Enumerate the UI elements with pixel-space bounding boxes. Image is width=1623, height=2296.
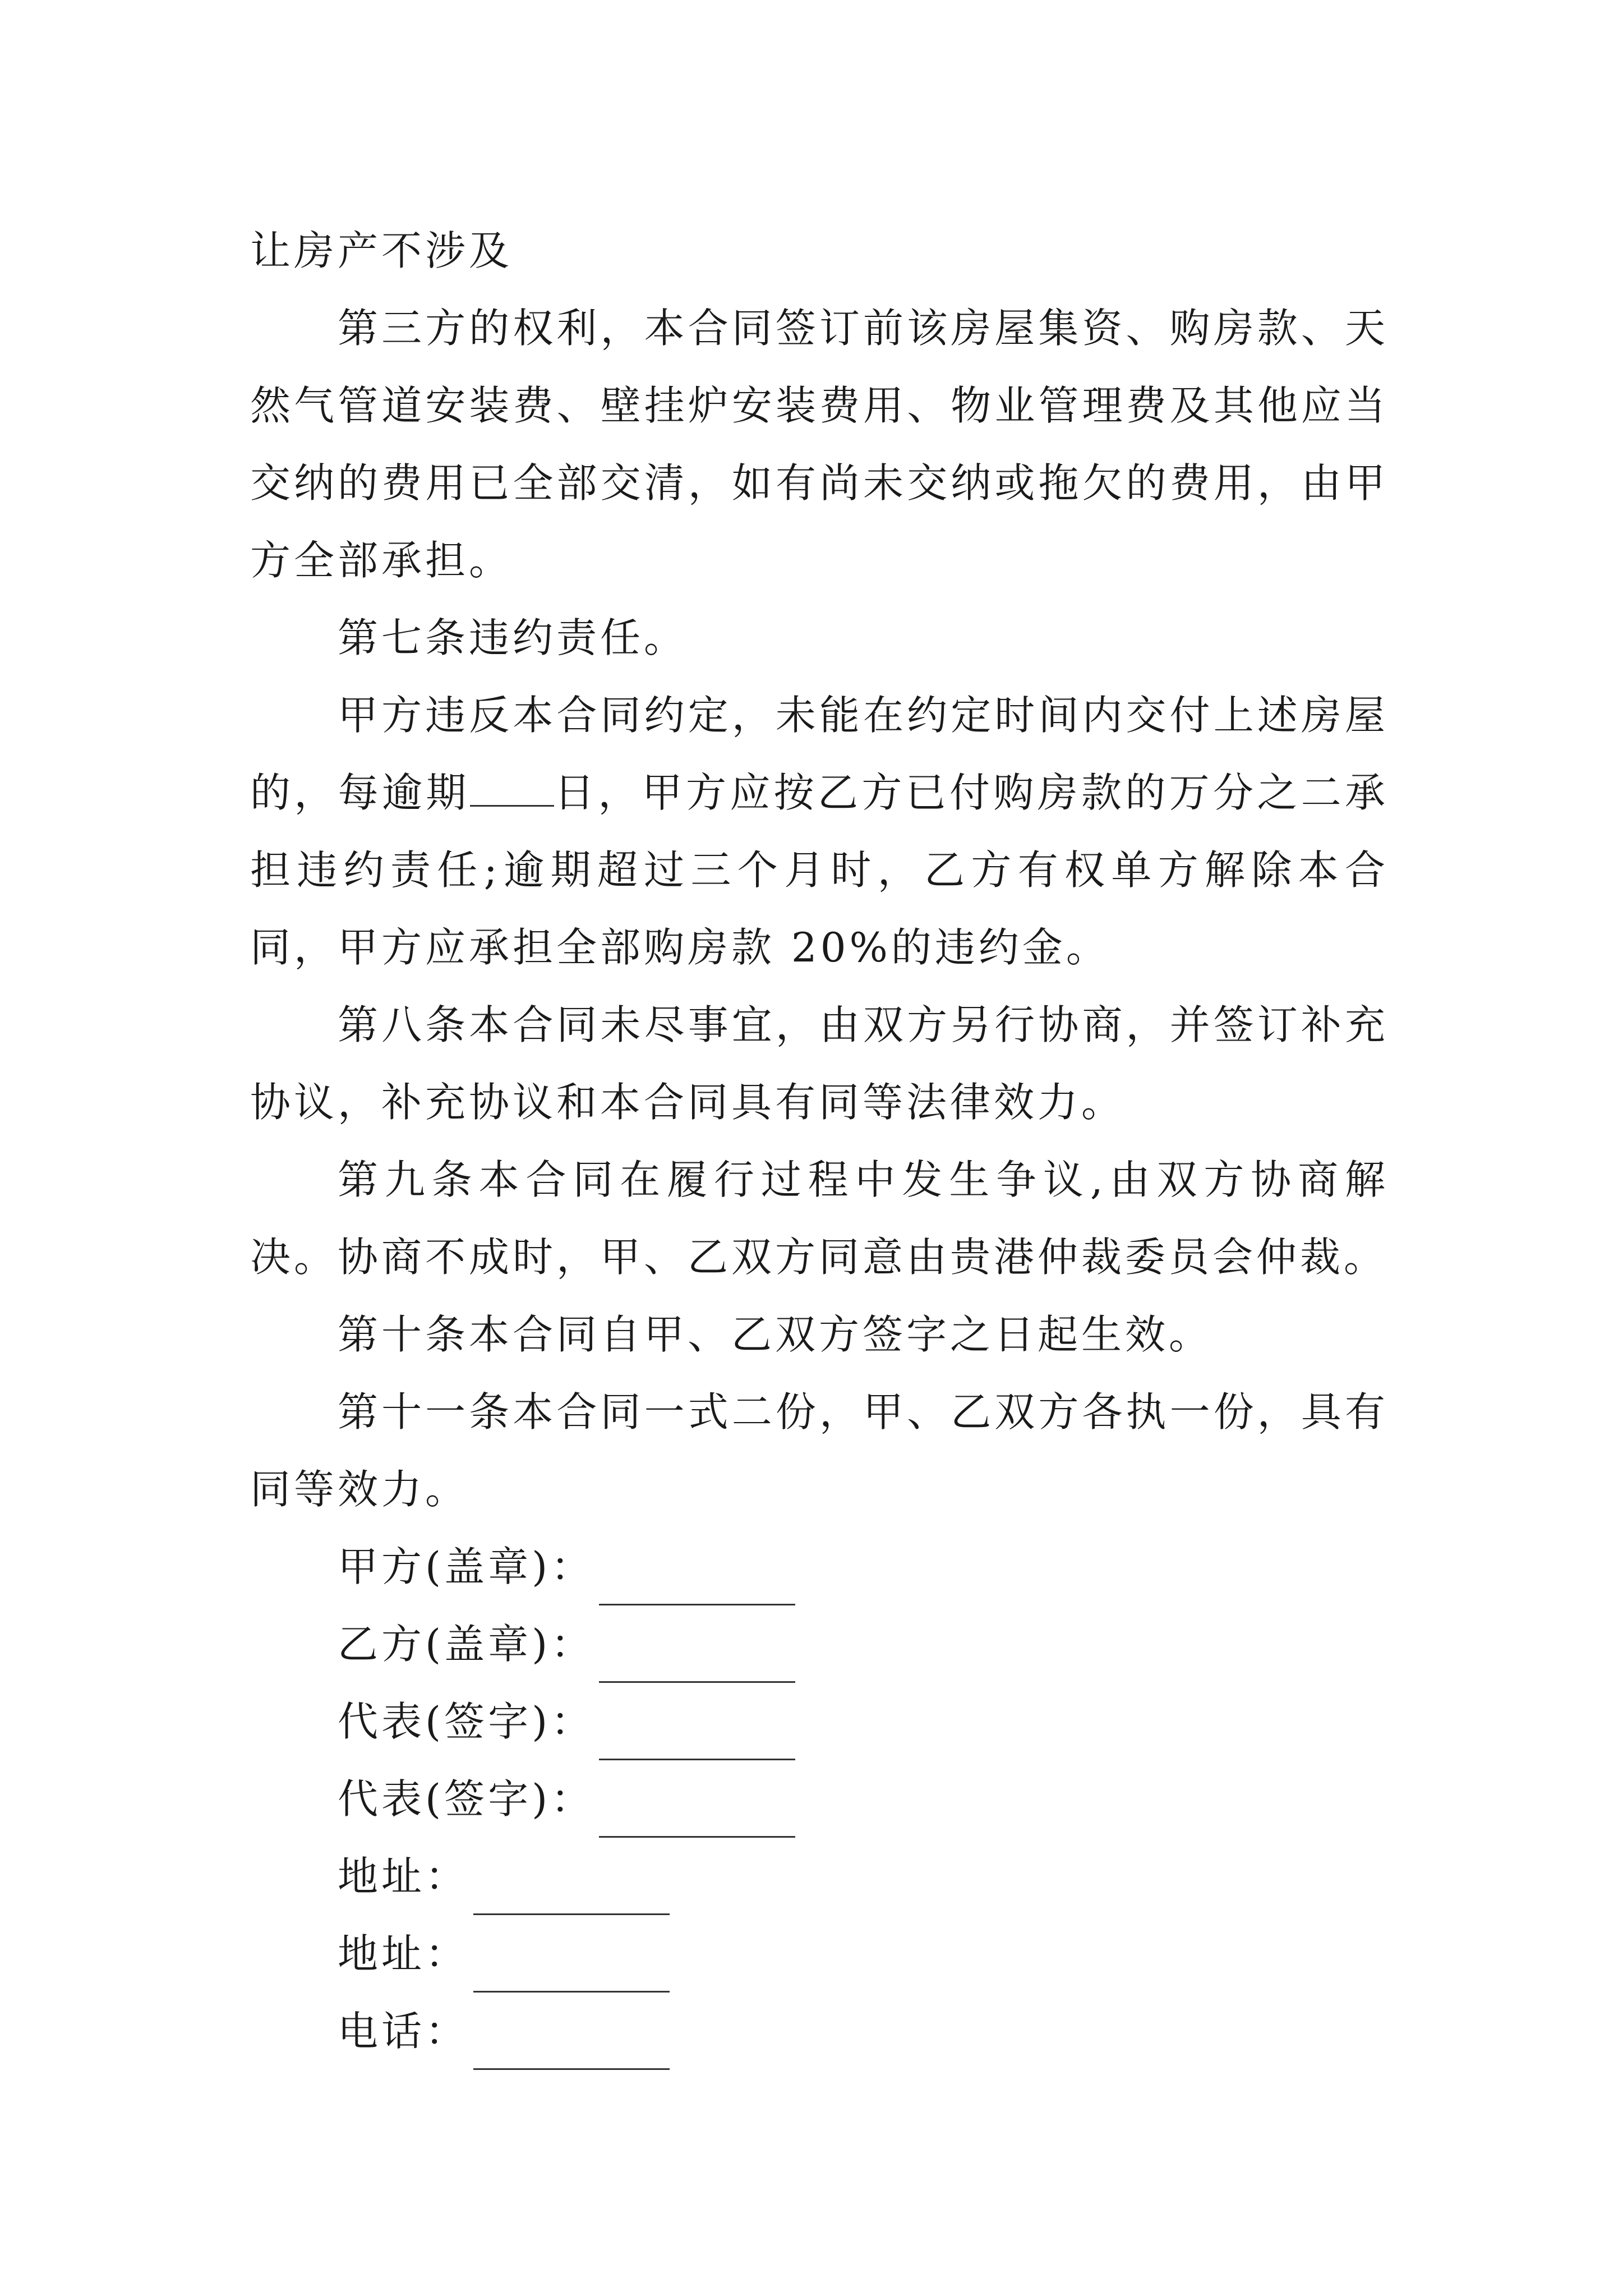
clause-7-body: [250, 677, 1389, 986]
address-a-label: 地址：: [338, 1853, 469, 1900]
address-b-field[interactable]: [473, 1952, 670, 1993]
clause-9: 第九条本合同在履行过程中发生争议,由双方协商解决。协商不成时，甲、乙双方同意由贵港仲裁委员会仲裁。: [250, 1156, 1389, 1281]
signature-row-address-b: [250, 1915, 1389, 1993]
clause-10: 第十条本合同自甲、乙双方签字之日起生效。: [338, 1311, 1213, 1358]
rep-b-sign-field[interactable]: [599, 1797, 795, 1838]
rep-a-sign-label: 代表(签字)：: [338, 1698, 595, 1745]
signature-row-address-a: [250, 1838, 1389, 1915]
clause-8: 第八条本合同未尽事宜，由双方另行协商，并签订补充协议，补充协议和本合同具有同等法律效力。: [250, 1001, 1389, 1126]
days-blank-field[interactable]: [470, 770, 554, 807]
rep-a-sign-field[interactable]: [599, 1719, 795, 1760]
clause-7-heading: 第七条违约责任。: [338, 614, 688, 661]
clause-7-part2: 日，甲方应按乙方已付购房款的万分之二承担违约责任;逾期超过三个月时，乙方有权单方解除本合同，甲方应承担全部购房款 20%的违约金。: [250, 769, 1389, 971]
party-a-seal-field[interactable]: [599, 1565, 795, 1605]
signature-row-party-b: [250, 1605, 1389, 1683]
clause-11: 第十一条本合同一式二份，甲、乙双方各执一份，具有同等效力。: [250, 1388, 1389, 1513]
rep-b-sign-label: 代表(签字)：: [338, 1775, 595, 1823]
signature-row-rep-b: [250, 1760, 1389, 1838]
signature-row-rep-a: [250, 1683, 1389, 1760]
party-b-seal-field[interactable]: [599, 1642, 795, 1683]
signature-block: [250, 1528, 1389, 2070]
address-b-label: 地址：: [338, 1930, 469, 1977]
paragraph-third-party-rights: 第三方的权利，本合同签订前该房屋集资、购房款、天然气管道安装费、壁挂炉安装费用、物业管理费及其他应当交纳的费用已全部交清，如有尚未交纳或拖欠的费用，由甲方全部承担。: [250, 305, 1389, 584]
clause-7-part1: 甲方违反本合同约定，未能在约定时间内交付上述房屋的，每逾期: [250, 692, 1389, 816]
signature-row-party-a: [250, 1528, 1389, 1605]
phone-label: 电话：: [338, 2008, 469, 2055]
phone-field[interactable]: [473, 2029, 670, 2070]
party-b-seal-label: 乙方(盖章)：: [338, 1621, 595, 1668]
signature-row-phone: [250, 1993, 1389, 2070]
paragraph-continuation: 让房产不涉及: [250, 227, 513, 274]
party-a-seal-label: 甲方(盖章)：: [338, 1543, 595, 1590]
document-body: [250, 212, 1389, 2070]
address-a-field[interactable]: [473, 1874, 670, 1915]
